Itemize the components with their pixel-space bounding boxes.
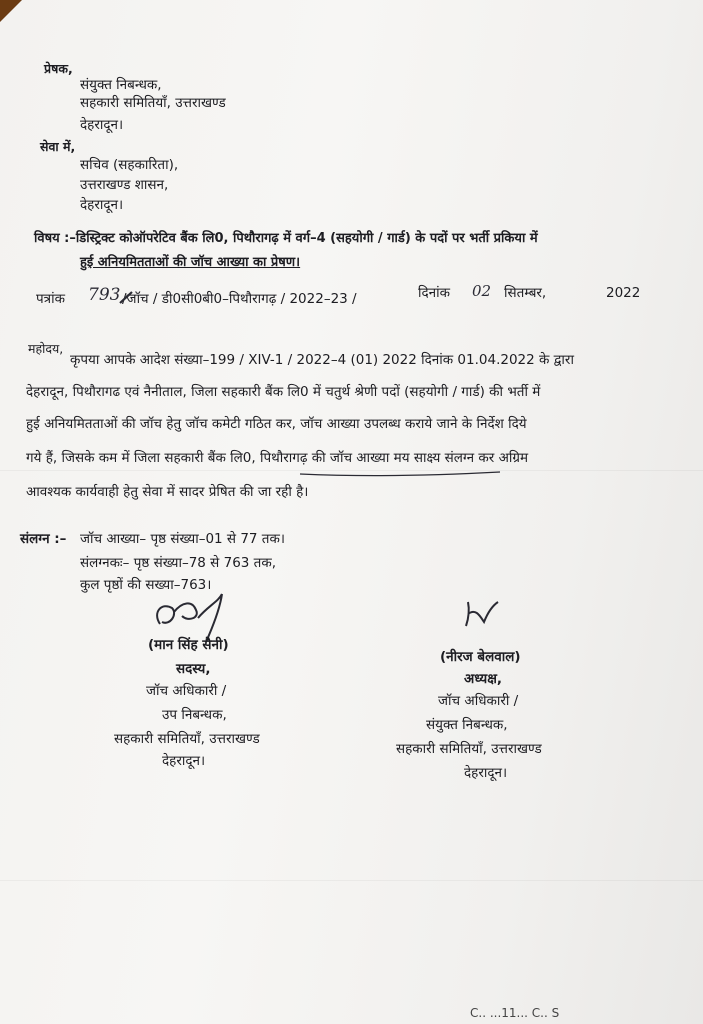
right-signatory-role-3: संयुक्त निबन्धक, [426,717,508,733]
right-signatory-place: देहरादून। [464,765,508,781]
right-signatory-name: (नीरज बेलवाल) [440,649,521,665]
recipient-label: सेवा में, [40,139,76,154]
sender-line-2: सहकारी समितियाँ, उत्तराखण्ड [80,95,226,111]
enclosure-line-1: जॉच आख्या– पृष्ठ संख्या–01 से 77 तक। [80,531,285,547]
right-signatory-role-2: जॉच अधिकारी / [438,693,519,709]
recipient-line-2: उत्तराखण्ड शासन, [80,177,169,193]
reference-prefix: पत्रांक [36,291,65,307]
reference-date-month: सितम्बर, [504,285,547,301]
enclosure-line-2: संलग्नकः– पृष्ठ संख्या–78 से 763 तक, [80,555,277,571]
reference-date-day: 02 [472,282,492,300]
signature-right [458,598,508,632]
salutation: महोदय, [28,341,64,356]
right-signatory-role-4: सहकारी समितियाँ, उत्तराखण्ड [396,741,542,757]
left-signatory-name: (मान सिंह सैनी) [148,637,229,653]
left-signatory-place: देहरादून। [162,753,206,769]
reference-number: 793 [88,285,121,305]
reference-file: /जॉच / डी0सी0बी0–पिथौरागढ़ / 2022–23 / [122,291,357,307]
body-line-5: आवश्यक कार्यवाही हेतु सेवा में सादर प्रेषित की जा रही है। [26,484,309,500]
body-line-1: कृपया आपके आदेश संख्या–199 / XIV-1 / 2022–4 (01) 2022 दिनांक 01.04.2022 के द्वारा [70,352,574,368]
subject-line-1: विषय :–डिस्ट्रिक्ट कोऑपरेटिव बैंक लि0, पिथौरागढ़ में वर्ग–4 (सहयोगी / गार्ड) के पदों पर भर्ती प्रकिया में [34,231,538,246]
body-line-3: हुई अनियमितताओं की जॉच हेतु जॉच कमेटी गठित कर, जॉच आख्या उपलब्ध कराये जाने के निर्देश दिये [26,416,527,432]
left-signatory-role-3: उप निबन्धक, [162,707,227,723]
reference-year: 2022 [606,285,641,301]
left-signatory-role-1: सदस्य, [176,661,211,677]
sender-label: प्रेषक, [44,61,73,76]
recipient-line-1: सचिव (सहकारिता), [80,157,179,173]
sender-line-3: देहरादून। [80,117,124,133]
subject-line-2: हुई अनियमितताओं की जॉच आख्या का प्रेषण। [80,255,301,270]
recipient-line-3: देहरादून। [80,197,124,213]
left-signatory-role-4: सहकारी समितियाँ, उत्तराखण्ड [114,731,260,747]
body-line-4: गये हैं, जिसके कम में जिला सहकारी बैंक लि0, पिथौरागढ़ की जॉच आख्या मय साक्ष्य संलग्न कर अग्रिम [26,450,529,466]
bottom-scribble: C.. ...11... C.. S [470,1006,560,1020]
reference-slash-mark [120,292,132,303]
enclosure-label: संलग्न :– [20,531,67,547]
body-line-2: देहरादून, पिथौरागढ एवं नैनीताल, जिला सहकारी बैंक लि0 में चतुर्थ श्रेणी पदों (सहयोगी / गार्ड) की भर्ती में [26,384,541,400]
left-signatory-role-2: जॉच अधिकारी / [146,683,227,699]
right-signatory-role-1: अध्यक्ष, [464,671,503,687]
reference-date-label: दिनांक [418,285,451,301]
enclosure-line-3: कुल पृष्ठों की सख्या–763। [80,577,212,593]
handwritten-underline [300,472,500,476]
sender-line-1: संयुक्त निबन्धक, [80,77,162,93]
